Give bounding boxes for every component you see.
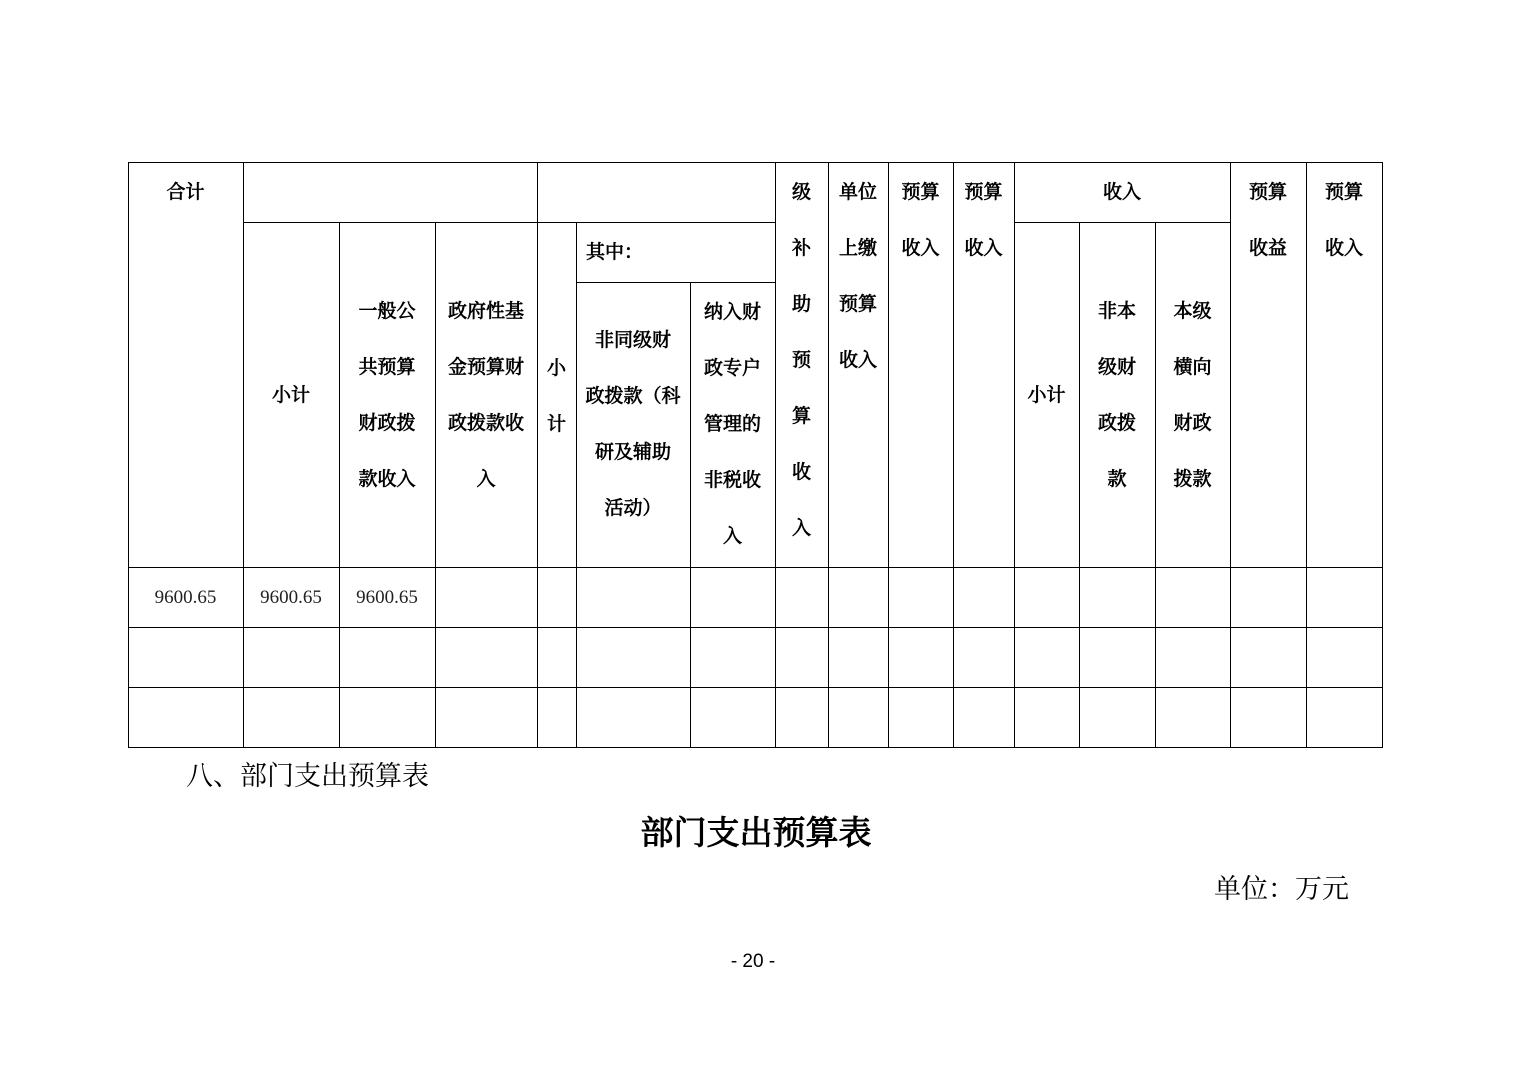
table-border-left	[128, 162, 129, 748]
header-general-public-budget: 一般公 共预算 财政拨 款收入	[358, 300, 416, 490]
page-number: - 20 -	[730, 951, 776, 972]
header-non-local-fiscal: 非本 级财 政拨 款	[1097, 300, 1136, 490]
header-group-a-subtotal: 小计	[271, 384, 310, 406]
header-local-horizontal-fiscal: 本级 横向 财政 拨款	[1173, 300, 1212, 490]
header-unit-remit-income: 单位 上缴 预算 收入	[838, 181, 877, 371]
header-of-which: 其中：	[586, 241, 644, 263]
header-non-same-level-fiscal: 非同级财 政拨款（科 研及辅助 活动）	[585, 329, 681, 519]
header-income-group: 收入	[1102, 181, 1141, 203]
header-budget-revenue: 预算 收益	[1248, 181, 1287, 259]
header-fiscal-special-account: 纳入财 政专户 管理的 非税收 入	[703, 301, 761, 547]
table-title: 部门支出预算表	[640, 813, 872, 852]
col-line	[537, 162, 538, 748]
header-group-b-subtotal: 小 计	[546, 357, 566, 435]
table-border-right	[1382, 162, 1383, 748]
header-government-fund-budget: 政府性基 金预算财 政拨款收 入	[447, 300, 524, 490]
section-heading: 八、部门支出预算表	[186, 761, 429, 792]
header-budget-income-1: 预算 收入	[901, 181, 940, 259]
table-cell: 9600.65	[356, 586, 418, 608]
row-line-1	[128, 627, 1383, 628]
header-subsidy-income: 级 补 助 预 算 收 入	[791, 181, 811, 539]
header-budget-income-3: 预算 收入	[1324, 181, 1363, 259]
header-income-subtotal: 小计	[1027, 384, 1066, 406]
table-border-bottom	[128, 747, 1383, 748]
unit-label: 单位：万元	[1214, 874, 1349, 905]
header-total: 合计	[166, 181, 205, 203]
header-budget-income-2: 预算 收入	[964, 181, 1003, 259]
row-line-2	[128, 687, 1383, 688]
table-cell: 9600.65	[154, 586, 217, 608]
table-cell: 9600.65	[260, 586, 322, 608]
